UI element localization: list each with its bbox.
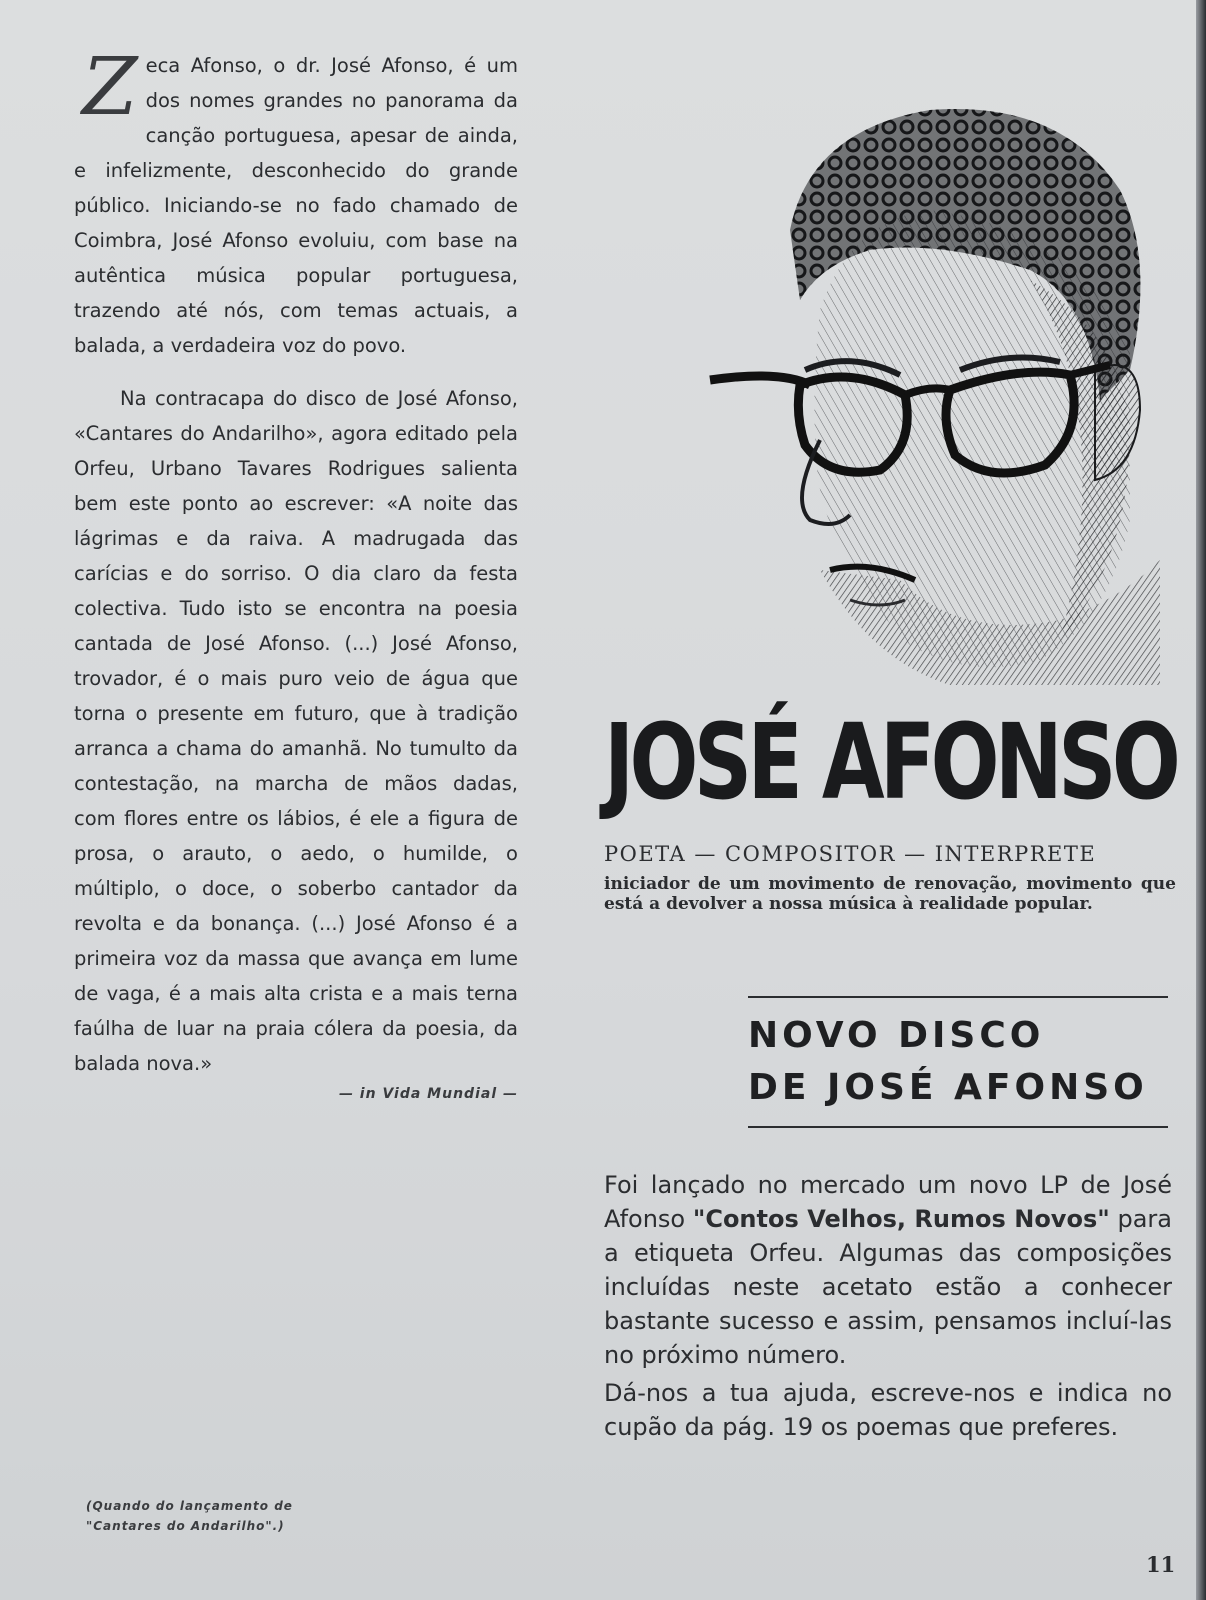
box-paragraph-1 (604, 1168, 1172, 1372)
footnote-line-1: (Quando do lançamento de (86, 1499, 293, 1513)
article-byline: — in Vida Mundial — (338, 1086, 518, 1102)
box-paragraph-2: Dá-nos a tua ajuda, escreve-nos e indica no cupão da pág. 19 os poemas que preferes. (604, 1379, 1172, 1441)
feature-intro: iniciador de um movimento de renovação, movimento que está a devolver a nossa música à realidade popular. (604, 874, 1176, 914)
box-rule-bottom (748, 1126, 1168, 1128)
page-number: 11 (1146, 1552, 1176, 1577)
box-paragraph-1-start: Foi lançado no mercado um novo LP de José Afonso (604, 1171, 1172, 1233)
footnote (86, 1496, 386, 1536)
subheadline: POETA — COMPOSITOR — INTERPRETE (604, 842, 1097, 866)
portrait-icon (700, 100, 1160, 720)
box-paragraph-1-end: para a etiqueta Orfeu. Algumas das composições incluídas neste acetato estão a conhecer bastante sucesso e assim, pensamos incluí-las no próximo número. (604, 1205, 1172, 1369)
binding-edge (1196, 0, 1206, 1600)
box-title (748, 1010, 1178, 1114)
box-title-line-2: DE JOSÉ AFONSO (748, 1067, 1148, 1108)
headline: JOSÉ AFONSO (604, 701, 1177, 823)
article-column (74, 40, 518, 1105)
box-title-line-1: NOVO DISCO (748, 1015, 1045, 1056)
box-rule-top (748, 996, 1168, 998)
album-title: "Contos Velhos, Rumos Novos" (692, 1205, 1110, 1233)
article-paragraph-1-text: eca Afonso, o dr. José Afonso, é um dos nomes grandes no panorama da canção portuguesa, apesar de ainda, e infelizmente, desconhecido do grande público. Iniciando-se no fado chamado de Coimbra, José Afonso evoluiu, com base na autêntica música popular portuguesa, trazendo até nós, com temas actuais, a balada, a verdadeira voz do povo. (74, 54, 518, 357)
box-body (604, 1168, 1172, 1444)
footnote-line-2: "Cantares do Andarilho".) (86, 1519, 285, 1533)
article-paragraph-2: Na contracapa do disco de José Afonso, «Cantares do Andarilho», agora editado pela Orfeu, Urbano Tavares Rodrigues salienta bem este ponto ao escrever: «A noite das lágrimas e da raiva. A madrugada das carícias e do sorriso. O dia claro da festa colectiva. Tudo isto se encontra na poesia cantada de José Afonso. (...) José Afonso, trovador, é o mais puro veio de água que torna o presente em futuro, que à tradição arranca a chama do amanhã. No tumulto da contestação, na marcha de mãos dadas, com flores entre os lábios, é ele a figura de prosa, o arauto, o aedo, o humilde, o múltiplo, o doce, o soberbo cantador da revolta e da bonança. (...) José Afonso é a primeira voz da massa que avança em lume de vaga, é a mais alta crista e a mais terna faúlha de luar na praia cólera da poesia, da balada nova.» (74, 387, 518, 1075)
article-paragraph-1 (74, 40, 518, 363)
drop-cap: Z (82, 40, 138, 133)
